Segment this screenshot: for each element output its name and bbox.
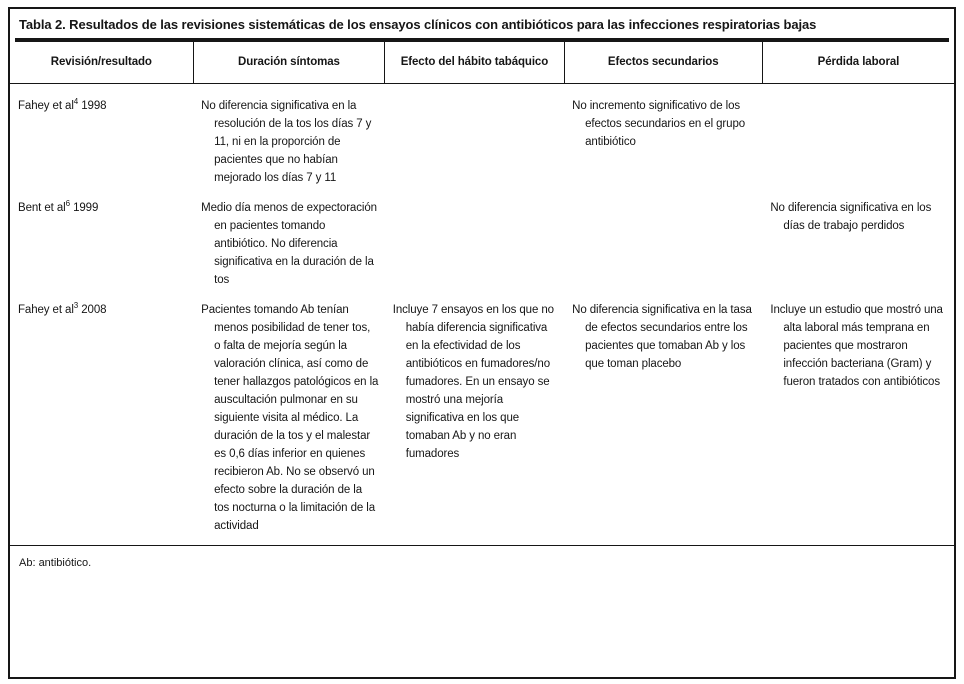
- duracion-cell: Medio día menos de expectoración en pacientes tomando antibiótico. No diferencia significativa en la duración de la tos: [201, 201, 377, 286]
- footnote-band: [10, 545, 954, 579]
- secundarios-cell: [564, 187, 762, 289]
- tabaquico-cell: [385, 83, 564, 187]
- laboral-cell: Incluye un estudio que mostró una alta laboral más temprana en pacientes que mostraron infección bacteriana (Gram) y fueron tratados con antibióticos: [770, 303, 943, 388]
- table-row-bent-1999: [10, 187, 954, 289]
- laboral-cell: [762, 83, 954, 187]
- duracion-cell: Pacientes tomando Ab tenían menos posibilidad de tener tos, o falta de mejoría según la valoración clínica, así como de tener hallazgos patológicos en la auscultación pulmonar en su siguiente visita al médico. La duración de la tos y el malestar es 0,6 días inferior en quienes recibieron Ab. No se observó un efecto sobre la duración de la tos nocturna o la limitación de la actividad: [201, 303, 379, 532]
- reference-superscript: 3: [73, 300, 79, 310]
- tabaquico-cell: [385, 187, 564, 289]
- study-name: Bent et al: [18, 201, 66, 214]
- laboral-cell: No diferencia significativa en los días de trabajo perdidos: [770, 201, 932, 232]
- study-year: 2008: [81, 303, 107, 316]
- study-cell: [10, 289, 193, 545]
- study-year: 1999: [73, 201, 99, 214]
- header-row: [10, 42, 954, 83]
- reference-superscript: 4: [73, 96, 79, 106]
- study-name: Fahey et al: [18, 99, 74, 112]
- col-header-laboral: Pérdida laboral: [762, 42, 954, 83]
- duracion-cell: No diferencia significativa en la resolución de la tos los días 7 y 11, ni en la proporción de pacientes que no habían mejorado los días 7 y 11: [201, 99, 372, 184]
- table-row-fahey-1998: [10, 83, 954, 187]
- secundarios-cell: No diferencia significativa en la tasa de efectos secundarios entre los pacientes que tomaban Ab y los que toman placebo: [572, 303, 752, 370]
- study-name: Fahey et al: [18, 303, 74, 316]
- col-header-revision: Revisión/resultado: [10, 42, 193, 83]
- table-row-fahey-2008: [10, 289, 954, 545]
- table-footnote: Ab: antibiótico.: [19, 556, 92, 569]
- col-header-duracion: Duración síntomas: [193, 42, 385, 83]
- col-header-secundarios: Efectos secundarios: [564, 42, 762, 83]
- col-header-tabaquico: Efecto del hábito tabáquico: [385, 42, 564, 83]
- study-year: 1998: [81, 99, 107, 112]
- reference-superscript: 6: [65, 198, 70, 208]
- study-cell: [10, 83, 193, 187]
- table-title: Tabla 2. Resultados de las revisiones sistemáticas de los ensayos clínicos con antibióticos para las infecciones respiratorias bajas: [19, 17, 817, 32]
- secundarios-cell: No incremento significativo de los efectos secundarios en el grupo antibiótico: [572, 99, 746, 148]
- results-table: [10, 42, 954, 545]
- tabaquico-cell: Incluye 7 ensayos en los que no había diferencia significativa en la efectividad de los antibióticos en fumadores/no fumadores. En un ensayo se mostró una mejoría significativa en los que tomaban Ab y no eran fumadores: [392, 303, 554, 460]
- table-2-frame: [8, 7, 956, 679]
- study-cell: [10, 187, 193, 289]
